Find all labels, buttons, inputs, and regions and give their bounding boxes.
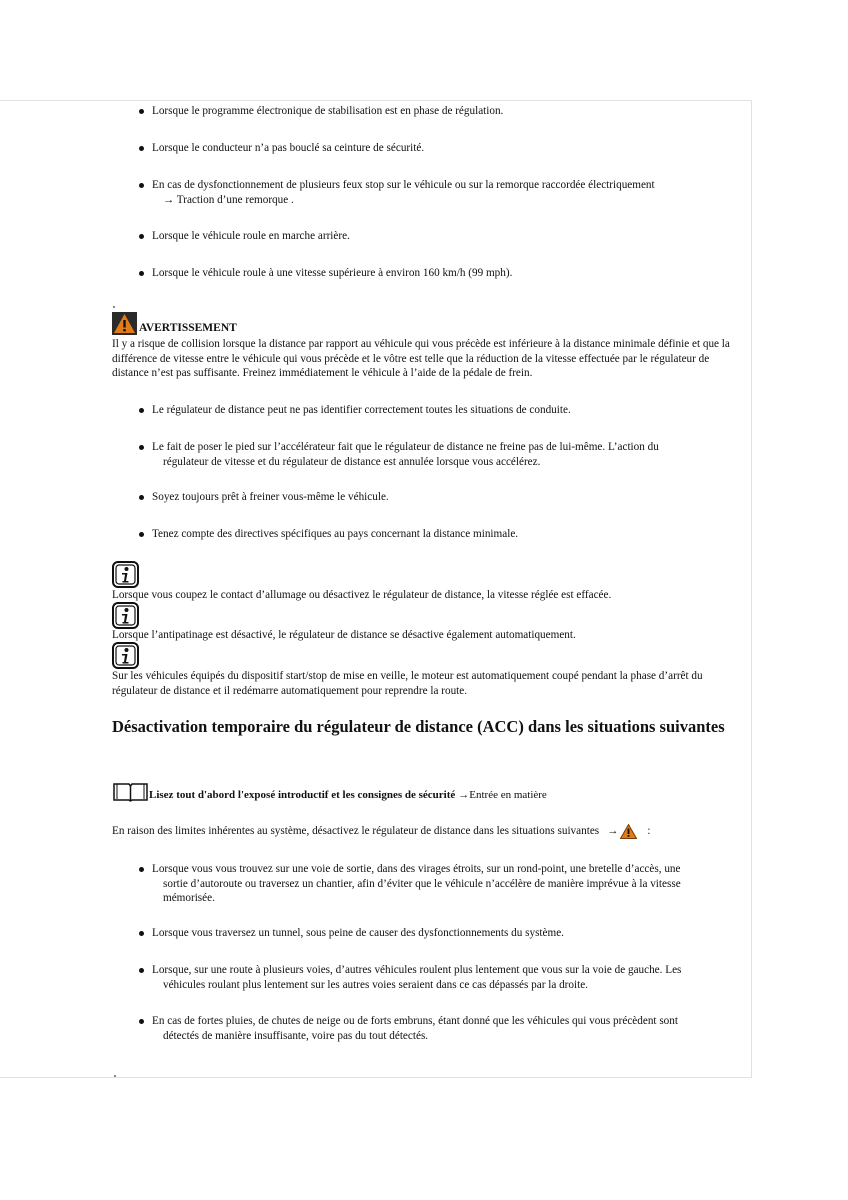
list-item: Tenez compte des directives spécifiques au pays concernant la distance minimale.: [152, 527, 737, 542]
read-first-line: [112, 778, 547, 802]
list-item: Lorsque le programme électronique de stabilisation est en phase de régulation.: [152, 104, 737, 119]
list-item: Lorsque, sur une route à plusieurs voies, d’autres véhicules roulent plus lentement que vous sur la voie de gauche. Les véhicules roulant plus lentement sur les autres voies seraient dans ce cas dépassés par la droite.: [152, 963, 737, 992]
list-item: Le régulateur de distance peut ne pas identifier correctement toutes les situations de conduite.: [152, 403, 737, 418]
list-item: En cas de fortes pluies, de chutes de neige ou de forts embruns, étant donné que les véhicules qui vous précèdent sont détectés de manière insuffisante, voire pas du tout détectés.: [152, 1014, 737, 1043]
note-text: Lorsque vous coupez le contact d’allumage ou désactivez le régulateur de distance, la vitesse réglée est effacée.: [112, 589, 612, 601]
info-icon: [112, 602, 139, 629]
note-text: Sur les véhicules équipés du dispositif start/stop de mise en veille, le moteur est automatiquement coupé pendant la phase d’arrêt du régulateur de distance et il redémarre automatiquement pour reprendre la route.: [112, 670, 703, 697]
book-icon: [112, 782, 149, 802]
warning-icon[interactable]: [620, 824, 637, 839]
list-item: Soyez toujours prêt à freiner vous-même le véhicule.: [152, 490, 737, 505]
decorative-dot: [113, 306, 115, 308]
warning-text: Il y a risque de collision lorsque la distance par rapport au véhicule qui vous précède est inférieure à la distance minimale définie et que la différence de vitesse entre le véhicule qui vous précède et le vôtre est telle que la réduction de la vitesse effectuée par le régulateur de distance n’est pas suffisante. Freinez immédiatement le véhicule à l’aide de la pédale de frein.: [112, 338, 730, 379]
list-item: En cas de dysfonctionnement de plusieurs feux stop sur le véhicule ou sur la remorque raccordée électriquement → Traction d’une remorque .: [152, 178, 737, 207]
info-icon: [112, 561, 139, 588]
note-text: Lorsque l’antipatinage est désactivé, le régulateur de distance se désactive également automatiquement.: [112, 629, 576, 641]
warning-icon: [112, 312, 137, 335]
list-item: Lorsque vous vous trouvez sur une voie de sortie, dans des virages étroits, sur un rond-point, une bretelle d’accès, une sortie d’autoroute ou traversez un chantier, afin d’éviter que le véhicule n’accélère de manière imprévue à la vitesse mémorisée.: [152, 862, 737, 906]
warning-title: AVERTISSEMENT: [139, 322, 237, 334]
list-item: Le fait de poser le pied sur l’accélérateur fait que le régulateur de distance ne freine pas de lui-même. L’action du régulateur de vitesse et du régulateur de distance est annulée lorsque vous accélérez.: [152, 440, 737, 469]
list-item: Lorsque le véhicule roule en marche arrière.: [152, 229, 737, 244]
read-first-text: Lisez tout d'abord l'exposé introductif et les consignes de sécurité: [149, 789, 456, 801]
warning-header: [112, 310, 237, 335]
warning-link-arrow[interactable]: →: [607, 825, 619, 838]
list-item: Lorsque vous traversez un tunnel, sous peine de causer des dysfonctionnements du système.: [152, 926, 737, 941]
list-item: Lorsque le véhicule roule à une vitesse supérieure à environ 160 km/h (99 mph).: [152, 266, 737, 281]
list-item: Lorsque le conducteur n’a pas bouclé sa ceinture de sécurité.: [152, 141, 737, 156]
decorative-dot: [114, 1075, 116, 1077]
section-intro: En raison des limites inhérentes au système, désactivez le régulateur de distance dans les situations suivantes → :: [112, 825, 651, 838]
introduction-link[interactable]: →Entrée en matière: [458, 789, 547, 801]
trailer-link[interactable]: → Traction d’une remorque .: [163, 193, 294, 206]
info-icon: [112, 642, 139, 669]
section-heading: Désactivation temporaire du régulateur de distance (ACC) dans les situations suivantes: [112, 717, 725, 736]
